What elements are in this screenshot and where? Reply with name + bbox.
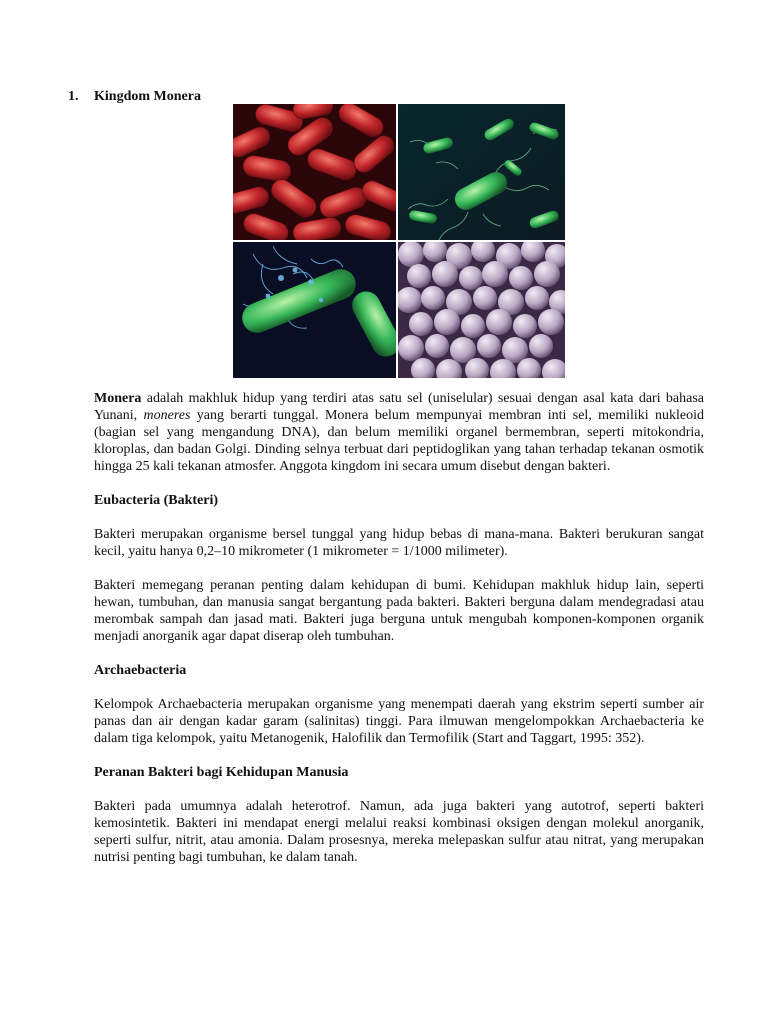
green-rod-bacterium-panel <box>233 242 405 378</box>
moneres-term: moneres <box>143 408 191 423</box>
monera-text-2: yang berarti tunggal. Monera belum mempunyai membran inti sel, memiliki nukleoid (bagian sel yang mengandung DNA), dan belum memiliki organel bermembran, seperti mitokondria, kloroplas, dan badan Golgi. Dinding selnya terbuat dari peptidoglikan yang tahan terhadap tekanan osmotik hingga 25 kali tekanan atmosfer. Anggota kingdom ini secara umum disebut dengan bakteri. <box>94 408 704 474</box>
eubacteria-heading: Eubacteria (Bakteri) <box>94 493 219 508</box>
monera-paragraph <box>94 390 704 475</box>
section-title: Kingdom Monera <box>94 89 201 104</box>
peranan-heading: Peranan Bakteri bagi Kehidupan Manusia <box>94 765 349 780</box>
eubacteria-paragraph-2: Bakteri memegang peranan penting dalam kehidupan di bumi. Kehidupan makhluk hidup lain, seperti hewan, tumbuhan, dan manusia sangat bergantung pada bakteri. Bakteri berguna dalam mendegradasi atau merombak sampah dan jasad mati. Bakteri juga berguna untuk mengubah komponen-komponen organik menjadi anorganik agar dapat diserap oleh tumbuhan. <box>94 578 704 644</box>
peranan-paragraph: Bakteri pada umumnya adalah heterotrof. Namun, ada juga bakteri yang autotrof, seperti bakteri kemosintetik. Bakteri ini mendapat energi melalui reaksi kombinasi oksigen dengan molekul anorganik, seperti sulfur, nitrit, atau amonia. Dalam prosesnya, mereka melepaskan sulfur atau nitrat, yang merupakan nutrisi penting bagi tumbuhan, ke dalam tanah. <box>94 799 704 865</box>
archaebacteria-paragraph: Kelompok Archaebacteria merupakan organisme yang menempati daerah yang ekstrim seperti sumber air panas dan air dengan kadar garam (salinitas) tinggi. Para ilmuwan mengelompokkan Archaebacteria ke dalam tiga kelompok, yaitu Metanogenik, Halofilik dan Termofilik (Start and Taggart, 1995: 352). <box>94 697 704 746</box>
monera-term: Monera <box>94 391 142 406</box>
document-body <box>94 390 704 883</box>
section-heading <box>68 88 201 106</box>
red-rod-bacteria-panel <box>233 104 407 245</box>
archaebacteria-heading: Archaebacteria <box>94 663 187 678</box>
bacteria-image-collage <box>233 104 565 378</box>
cocci-cluster-panel <box>396 238 565 378</box>
eubacteria-paragraph-1: Bakteri merupakan organisme bersel tunggal yang hidup bebas di mana-mana. Bakteri berukuran sangat kecil, yaitu hanya 0,2–10 mikrometer (1 mikrometer = 1/1000 milimeter). <box>94 527 704 559</box>
monera-text-1: adalah makhluk hidup yang terdiri atas satu sel (uniselular) sesuai dengan asal kata dari bahasa Yunani, <box>94 391 704 423</box>
green-flagellated-bacteria-panel <box>398 104 565 242</box>
section-number: 1. <box>68 89 79 104</box>
